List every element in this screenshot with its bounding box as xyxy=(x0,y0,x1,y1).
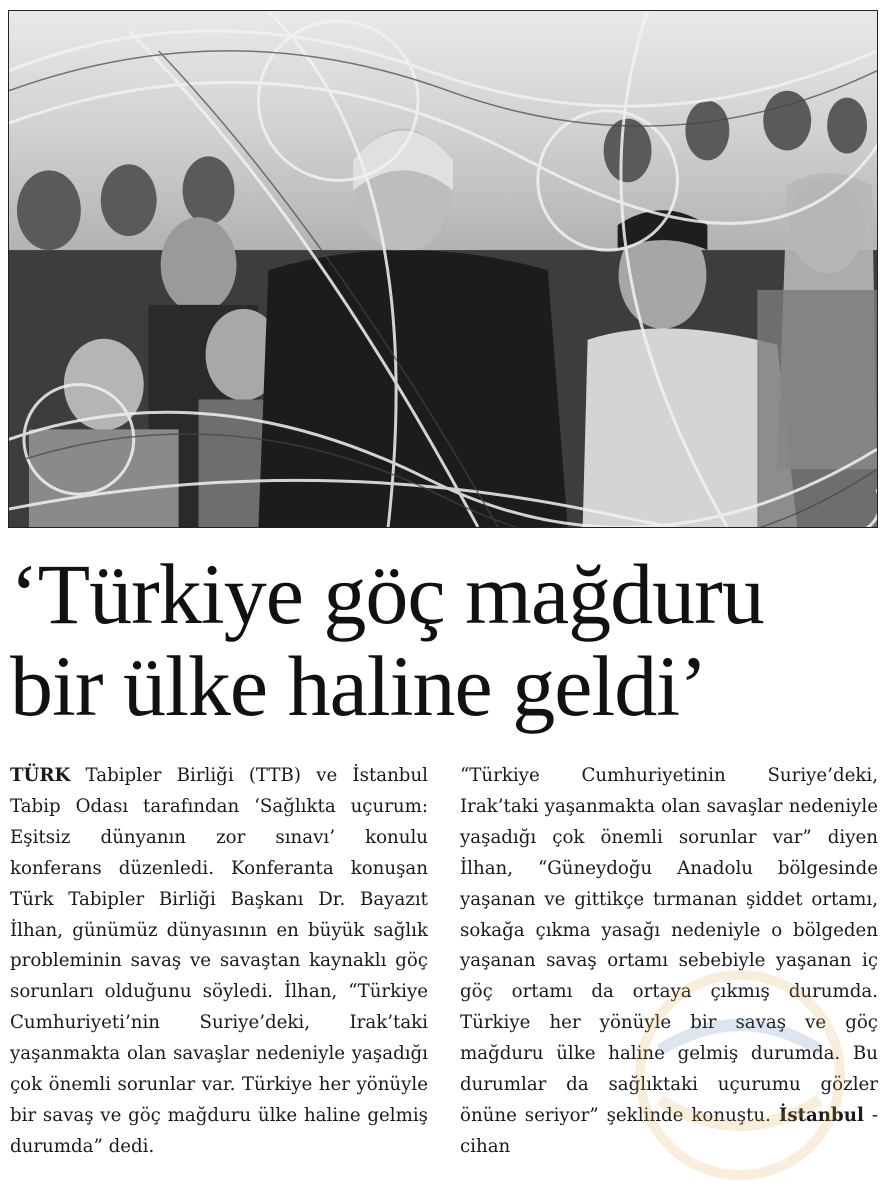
dateline-city: İstanbul xyxy=(778,1104,864,1126)
news-source: - cihan xyxy=(460,1104,878,1157)
article-paragraph-right xyxy=(460,761,878,1163)
article-headline xyxy=(10,548,880,732)
headline-line-1: ‘Türkiye göç mağduru xyxy=(10,546,764,642)
refugee-crowd-photo xyxy=(9,11,877,527)
article-column-left xyxy=(10,761,428,1163)
right-column-text: “Türkiye Cumhuriyetinin Suriye’deki, Irak’taki yaşanmakta olan savaşlar nedeniyle yaşadığı çok önemli sorunlar var” diyen İlhan, “Güneydoğu Anadolu bölgesinde yaşanan ve gittikçe tırmanan şiddet ortamı, sokağa çıkma yasağı nedeniyle o bölgeden yaşanan savaş ortamı sebebiyle yaşanan iç göç ortamı da ortaya çıkmış durumda. Türkiye her yönüyle bir savaş ve göç mağduru ülke haline gelmiş durumda. Bu durumlar da sağlıktaki uçurumu gözler önüne seriyor” şeklinde konuştu. xyxy=(460,765,878,1126)
left-column-text: Tabipler Birliği (TTB) ve İstanbul Tabip Odası tarafından ‘Sağlıkta uçurum: Eşitsiz dünyanın zor sınavı’ konulu konferans düzenledi. Konferanta konuşan Türk Tabipler Birliği Başkanı Dr. Bayazıt İlhan, günümüz dünyasının en büyük sağlık probleminin savaş ve savaştan kaynaklı göç sorunları olduğunu söyledi. İlhan, “Türkiye Cumhuriyeti’nin Suriye’deki, Irak’taki yaşanmakta olan savaşlar nedeniyle yaşadığı çok önemli sorunlar var. Türkiye her yönüyle bir savaş ve göç mağduru ülke haline gelmiş durumda” dedi. xyxy=(10,765,428,1157)
article-paragraph-left xyxy=(10,761,428,1163)
headline-line-2: bir ülke haline geldi’ xyxy=(10,638,707,734)
news-photo xyxy=(8,10,878,528)
lead-word: TÜRK xyxy=(10,765,71,786)
article-column-right xyxy=(460,761,878,1163)
